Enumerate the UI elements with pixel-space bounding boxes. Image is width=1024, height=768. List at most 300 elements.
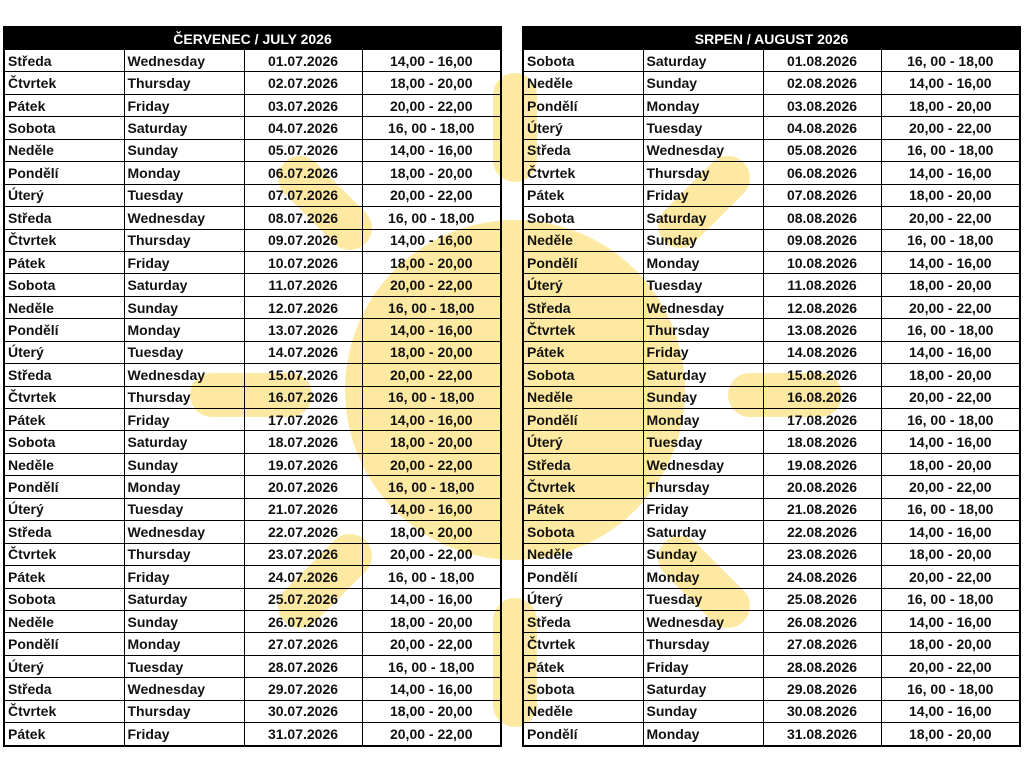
english-day: Wednesday — [124, 364, 244, 386]
date: 07.07.2026 — [244, 184, 362, 206]
time-slot: 14,00 - 16,00 — [362, 678, 501, 700]
czech-day: Pátek — [523, 184, 643, 206]
czech-day: Úterý — [523, 117, 643, 139]
table-row — [4, 274, 501, 296]
czech-day: Neděle — [4, 610, 124, 632]
date: 03.07.2026 — [244, 94, 362, 116]
english-day: Wednesday — [643, 453, 763, 475]
time-slot: 20,00 - 22,00 — [362, 274, 501, 296]
date: 06.07.2026 — [244, 162, 362, 184]
date: 16.08.2026 — [763, 386, 881, 408]
time-slot: 20,00 - 22,00 — [881, 476, 1020, 498]
czech-day: Pátek — [4, 409, 124, 431]
czech-day: Čtvrtek — [4, 700, 124, 722]
czech-day: Sobota — [4, 274, 124, 296]
english-day: Sunday — [124, 139, 244, 161]
date: 21.07.2026 — [244, 498, 362, 520]
date: 31.07.2026 — [244, 723, 362, 746]
english-day: Saturday — [124, 274, 244, 296]
czech-day: Pondělí — [523, 251, 643, 273]
date: 13.07.2026 — [244, 319, 362, 341]
czech-day: Pátek — [4, 251, 124, 273]
english-day: Tuesday — [643, 431, 763, 453]
date: 18.08.2026 — [763, 431, 881, 453]
time-slot: 18,00 - 20,00 — [362, 431, 501, 453]
time-slot: 14,00 - 16,00 — [362, 588, 501, 610]
date: 18.07.2026 — [244, 431, 362, 453]
table-row — [523, 386, 1020, 408]
date: 15.08.2026 — [763, 364, 881, 386]
table-row — [523, 341, 1020, 363]
table-row — [523, 184, 1020, 206]
time-slot: 14,00 - 16,00 — [881, 700, 1020, 722]
english-day: Friday — [124, 566, 244, 588]
table-row — [4, 543, 501, 565]
time-slot: 20,00 - 22,00 — [881, 566, 1020, 588]
english-day: Friday — [124, 251, 244, 273]
date: 09.08.2026 — [763, 229, 881, 251]
time-slot: 20,00 - 22,00 — [362, 364, 501, 386]
czech-day: Pondělí — [523, 94, 643, 116]
czech-day: Pátek — [523, 498, 643, 520]
english-day: Thursday — [643, 319, 763, 341]
english-day: Wednesday — [643, 296, 763, 318]
time-slot: 18,00 - 20,00 — [881, 274, 1020, 296]
table-row — [4, 610, 501, 632]
table-row — [523, 72, 1020, 94]
date: 26.07.2026 — [244, 610, 362, 632]
czech-day: Úterý — [4, 655, 124, 677]
date: 04.08.2026 — [763, 117, 881, 139]
table-row — [4, 94, 501, 116]
time-slot: 20,00 - 22,00 — [362, 184, 501, 206]
czech-day: Pondělí — [4, 319, 124, 341]
english-day: Monday — [643, 566, 763, 588]
date: 11.08.2026 — [763, 274, 881, 296]
english-day: Wednesday — [124, 50, 244, 72]
table-row — [523, 723, 1020, 746]
table-row — [4, 296, 501, 318]
date: 24.08.2026 — [763, 566, 881, 588]
czech-day: Středa — [523, 139, 643, 161]
table-row — [523, 319, 1020, 341]
time-slot: 20,00 - 22,00 — [881, 207, 1020, 229]
date: 03.08.2026 — [763, 94, 881, 116]
time-slot: 18,00 - 20,00 — [362, 162, 501, 184]
english-day: Tuesday — [643, 117, 763, 139]
english-day: Wednesday — [124, 521, 244, 543]
english-day: Thursday — [124, 700, 244, 722]
english-day: Thursday — [124, 543, 244, 565]
czech-day: Čtvrtek — [4, 386, 124, 408]
time-slot: 16, 00 - 18,00 — [881, 139, 1020, 161]
august-schedule-table — [522, 26, 1021, 747]
english-day: Thursday — [124, 229, 244, 251]
czech-day: Pondělí — [523, 723, 643, 746]
english-day: Friday — [643, 655, 763, 677]
time-slot: 18,00 - 20,00 — [881, 364, 1020, 386]
date: 12.07.2026 — [244, 296, 362, 318]
date: 20.08.2026 — [763, 476, 881, 498]
czech-day: Pondělí — [523, 566, 643, 588]
table-row — [4, 678, 501, 700]
table-row — [523, 296, 1020, 318]
czech-day: Úterý — [523, 431, 643, 453]
czech-day: Sobota — [523, 50, 643, 72]
table-row — [523, 139, 1020, 161]
table-row — [4, 229, 501, 251]
date: 27.07.2026 — [244, 633, 362, 655]
english-day: Sunday — [643, 700, 763, 722]
english-day: Saturday — [124, 588, 244, 610]
czech-day: Pátek — [4, 723, 124, 746]
time-slot: 14,00 - 16,00 — [881, 162, 1020, 184]
date: 28.08.2026 — [763, 655, 881, 677]
english-day: Sunday — [643, 386, 763, 408]
czech-day: Pondělí — [4, 162, 124, 184]
time-slot: 18,00 - 20,00 — [362, 251, 501, 273]
table-row — [4, 633, 501, 655]
time-slot: 14,00 - 16,00 — [362, 498, 501, 520]
czech-day: Pondělí — [4, 633, 124, 655]
date: 01.07.2026 — [244, 50, 362, 72]
time-slot: 16, 00 - 18,00 — [881, 498, 1020, 520]
english-day: Wednesday — [124, 678, 244, 700]
date: 19.08.2026 — [763, 453, 881, 475]
date: 12.08.2026 — [763, 296, 881, 318]
time-slot: 14,00 - 16,00 — [362, 229, 501, 251]
english-day: Tuesday — [124, 341, 244, 363]
english-day: Saturday — [124, 431, 244, 453]
date: 04.07.2026 — [244, 117, 362, 139]
time-slot: 16, 00 - 18,00 — [881, 588, 1020, 610]
english-day: Monday — [643, 723, 763, 746]
english-day: Wednesday — [124, 207, 244, 229]
date: 27.08.2026 — [763, 633, 881, 655]
czech-day: Úterý — [523, 588, 643, 610]
english-day: Monday — [643, 409, 763, 431]
date: 17.07.2026 — [244, 409, 362, 431]
czech-day: Sobota — [4, 431, 124, 453]
table-row — [523, 207, 1020, 229]
english-day: Sunday — [643, 72, 763, 94]
table-row — [523, 678, 1020, 700]
english-day: Friday — [643, 184, 763, 206]
date: 31.08.2026 — [763, 723, 881, 746]
czech-day: Středa — [523, 610, 643, 632]
time-slot: 16, 00 - 18,00 — [362, 566, 501, 588]
table-row — [523, 94, 1020, 116]
table-row — [4, 386, 501, 408]
czech-day: Středa — [4, 207, 124, 229]
table-row — [523, 117, 1020, 139]
date: 19.07.2026 — [244, 453, 362, 475]
date: 10.07.2026 — [244, 251, 362, 273]
date: 10.08.2026 — [763, 251, 881, 273]
table-row — [523, 274, 1020, 296]
english-day: Friday — [124, 723, 244, 746]
date: 30.07.2026 — [244, 700, 362, 722]
time-slot: 18,00 - 20,00 — [881, 453, 1020, 475]
czech-day: Neděle — [4, 296, 124, 318]
czech-day: Neděle — [4, 139, 124, 161]
time-slot: 14,00 - 16,00 — [362, 50, 501, 72]
time-slot: 18,00 - 20,00 — [881, 94, 1020, 116]
july-schedule-table — [3, 26, 502, 747]
time-slot: 14,00 - 16,00 — [881, 251, 1020, 273]
date: 22.08.2026 — [763, 521, 881, 543]
table-row — [4, 251, 501, 273]
table-row — [4, 162, 501, 184]
czech-day: Čtvrtek — [523, 476, 643, 498]
date: 25.07.2026 — [244, 588, 362, 610]
date: 30.08.2026 — [763, 700, 881, 722]
time-slot: 14,00 - 16,00 — [881, 521, 1020, 543]
time-slot: 20,00 - 22,00 — [362, 723, 501, 746]
czech-day: Neděle — [523, 700, 643, 722]
table-row — [4, 476, 501, 498]
time-slot: 20,00 - 22,00 — [881, 117, 1020, 139]
czech-day: Úterý — [4, 184, 124, 206]
time-slot: 16, 00 - 18,00 — [362, 117, 501, 139]
czech-day: Úterý — [4, 341, 124, 363]
czech-day: Čtvrtek — [4, 229, 124, 251]
time-slot: 18,00 - 20,00 — [362, 341, 501, 363]
august-title: SRPEN / AUGUST 2026 — [523, 27, 1020, 50]
czech-day: Čtvrtek — [4, 72, 124, 94]
english-day: Monday — [124, 319, 244, 341]
table-row — [523, 162, 1020, 184]
english-day: Friday — [643, 341, 763, 363]
czech-day: Středa — [523, 453, 643, 475]
english-day: Wednesday — [643, 610, 763, 632]
table-row — [4, 207, 501, 229]
time-slot: 18,00 - 20,00 — [881, 633, 1020, 655]
time-slot: 16, 00 - 18,00 — [362, 386, 501, 408]
czech-day: Úterý — [4, 498, 124, 520]
czech-day: Pátek — [4, 566, 124, 588]
table-row — [4, 184, 501, 206]
english-day: Monday — [643, 251, 763, 273]
time-slot: 18,00 - 20,00 — [881, 723, 1020, 746]
time-slot: 18,00 - 20,00 — [881, 184, 1020, 206]
date: 06.08.2026 — [763, 162, 881, 184]
time-slot: 16, 00 - 18,00 — [881, 678, 1020, 700]
date: 29.08.2026 — [763, 678, 881, 700]
date: 24.07.2026 — [244, 566, 362, 588]
english-day: Sunday — [124, 453, 244, 475]
date: 13.08.2026 — [763, 319, 881, 341]
time-slot: 14,00 - 16,00 — [362, 409, 501, 431]
time-slot: 16, 00 - 18,00 — [881, 409, 1020, 431]
czech-day: Sobota — [523, 364, 643, 386]
time-slot: 18,00 - 20,00 — [362, 610, 501, 632]
date: 15.07.2026 — [244, 364, 362, 386]
time-slot: 14,00 - 16,00 — [881, 431, 1020, 453]
time-slot: 16, 00 - 18,00 — [362, 207, 501, 229]
table-row — [4, 319, 501, 341]
czech-day: Pátek — [523, 341, 643, 363]
english-day: Friday — [643, 498, 763, 520]
english-day: Thursday — [643, 633, 763, 655]
date: 07.08.2026 — [763, 184, 881, 206]
english-day: Tuesday — [643, 588, 763, 610]
english-day: Thursday — [124, 72, 244, 94]
date: 26.08.2026 — [763, 610, 881, 632]
english-day: Monday — [124, 162, 244, 184]
time-slot: 18,00 - 20,00 — [362, 700, 501, 722]
table-row — [523, 655, 1020, 677]
date: 22.07.2026 — [244, 521, 362, 543]
table-row — [523, 521, 1020, 543]
table-row — [523, 453, 1020, 475]
czech-day: Čtvrtek — [523, 633, 643, 655]
table-row — [4, 700, 501, 722]
czech-day: Úterý — [523, 274, 643, 296]
table-row — [4, 409, 501, 431]
english-day: Sunday — [124, 296, 244, 318]
english-day: Tuesday — [124, 498, 244, 520]
time-slot: 18,00 - 20,00 — [362, 521, 501, 543]
english-day: Thursday — [643, 476, 763, 498]
english-day: Saturday — [643, 364, 763, 386]
czech-day: Pondělí — [523, 409, 643, 431]
date: 11.07.2026 — [244, 274, 362, 296]
table-row — [4, 588, 501, 610]
date: 29.07.2026 — [244, 678, 362, 700]
czech-day: Středa — [4, 678, 124, 700]
english-day: Tuesday — [124, 655, 244, 677]
time-slot: 20,00 - 22,00 — [362, 453, 501, 475]
table-row — [523, 633, 1020, 655]
english-day: Saturday — [124, 117, 244, 139]
english-day: Sunday — [643, 543, 763, 565]
english-day: Monday — [124, 633, 244, 655]
august-rows — [523, 50, 1020, 746]
czech-day: Středa — [4, 364, 124, 386]
english-day: Tuesday — [643, 274, 763, 296]
table-row — [523, 431, 1020, 453]
date: 17.08.2026 — [763, 409, 881, 431]
table-row — [523, 588, 1020, 610]
date: 05.08.2026 — [763, 139, 881, 161]
date: 05.07.2026 — [244, 139, 362, 161]
table-row — [4, 117, 501, 139]
czech-day: Pondělí — [4, 476, 124, 498]
czech-day: Neděle — [4, 453, 124, 475]
date: 23.08.2026 — [763, 543, 881, 565]
table-row — [4, 723, 501, 746]
english-day: Saturday — [643, 50, 763, 72]
czech-day: Neděle — [523, 229, 643, 251]
time-slot: 18,00 - 20,00 — [362, 72, 501, 94]
july-title: ČERVENEC / JULY 2026 — [4, 27, 501, 50]
time-slot: 14,00 - 16,00 — [362, 319, 501, 341]
table-row — [523, 364, 1020, 386]
july-rows — [4, 50, 501, 746]
english-day: Monday — [124, 476, 244, 498]
table-row — [523, 251, 1020, 273]
time-slot: 14,00 - 16,00 — [362, 139, 501, 161]
date: 14.08.2026 — [763, 341, 881, 363]
time-slot: 16, 00 - 18,00 — [362, 655, 501, 677]
date: 14.07.2026 — [244, 341, 362, 363]
time-slot: 20,00 - 22,00 — [362, 94, 501, 116]
czech-day: Čtvrtek — [4, 543, 124, 565]
table-row — [4, 364, 501, 386]
date: 02.07.2026 — [244, 72, 362, 94]
czech-day: Pátek — [4, 94, 124, 116]
czech-day: Středa — [4, 50, 124, 72]
date: 21.08.2026 — [763, 498, 881, 520]
english-day: Monday — [643, 94, 763, 116]
time-slot: 16, 00 - 18,00 — [881, 229, 1020, 251]
date: 01.08.2026 — [763, 50, 881, 72]
table-row — [4, 341, 501, 363]
english-day: Saturday — [643, 678, 763, 700]
time-slot: 18,00 - 20,00 — [881, 543, 1020, 565]
table-row — [4, 521, 501, 543]
date: 23.07.2026 — [244, 543, 362, 565]
english-day: Friday — [124, 94, 244, 116]
czech-day: Sobota — [523, 678, 643, 700]
time-slot: 20,00 - 22,00 — [881, 386, 1020, 408]
czech-day: Pátek — [523, 655, 643, 677]
czech-day: Neděle — [523, 543, 643, 565]
table-row — [4, 655, 501, 677]
date: 09.07.2026 — [244, 229, 362, 251]
table-row — [4, 72, 501, 94]
table-row — [523, 543, 1020, 565]
english-day: Sunday — [124, 610, 244, 632]
table-row — [523, 50, 1020, 72]
table-row — [523, 498, 1020, 520]
time-slot: 14,00 - 16,00 — [881, 72, 1020, 94]
time-slot: 14,00 - 16,00 — [881, 610, 1020, 632]
english-day: Saturday — [643, 207, 763, 229]
date: 28.07.2026 — [244, 655, 362, 677]
time-slot: 20,00 - 22,00 — [881, 655, 1020, 677]
table-row — [523, 700, 1020, 722]
date: 02.08.2026 — [763, 72, 881, 94]
table-row — [4, 50, 501, 72]
english-day: Wednesday — [643, 139, 763, 161]
time-slot: 16, 00 - 18,00 — [362, 476, 501, 498]
date: 25.08.2026 — [763, 588, 881, 610]
czech-day: Středa — [4, 521, 124, 543]
table-row — [4, 566, 501, 588]
time-slot: 20,00 - 22,00 — [362, 633, 501, 655]
english-day: Tuesday — [124, 184, 244, 206]
english-day: Thursday — [643, 162, 763, 184]
table-row — [4, 498, 501, 520]
date: 08.07.2026 — [244, 207, 362, 229]
czech-day: Sobota — [4, 117, 124, 139]
time-slot: 16, 00 - 18,00 — [362, 296, 501, 318]
table-row — [523, 610, 1020, 632]
time-slot: 14,00 - 16,00 — [881, 341, 1020, 363]
time-slot: 20,00 - 22,00 — [362, 543, 501, 565]
table-row — [523, 409, 1020, 431]
czech-day: Neděle — [523, 386, 643, 408]
english-day: Sunday — [643, 229, 763, 251]
english-day: Friday — [124, 409, 244, 431]
time-slot: 20,00 - 22,00 — [881, 296, 1020, 318]
time-slot: 16, 00 - 18,00 — [881, 319, 1020, 341]
czech-day: Sobota — [523, 521, 643, 543]
table-row — [523, 566, 1020, 588]
czech-day: Neděle — [523, 72, 643, 94]
